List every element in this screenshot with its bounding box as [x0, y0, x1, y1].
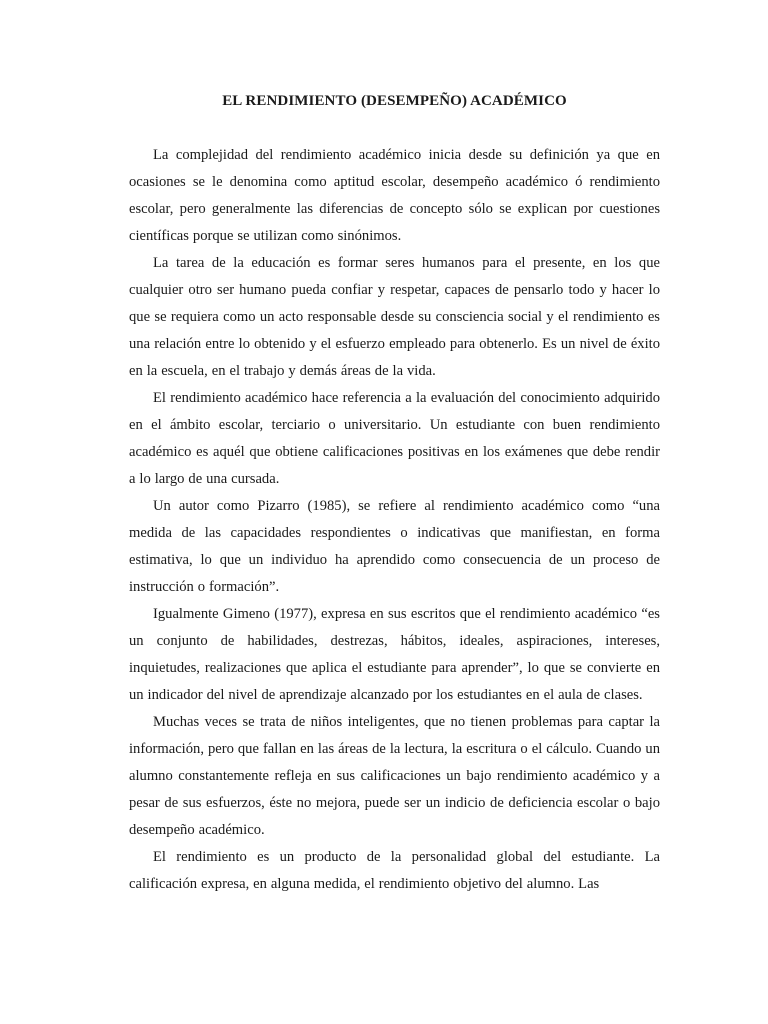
paragraph-4: Un autor como Pizarro (1985), se refiere al rendimiento académico como “una medida de las capacidades respondientes o indicativas que manifiestan, en forma estimativa, lo que un individuo ha aprendido como consecuencia de un proceso de instrucción o formación”. — [129, 498, 660, 595]
paragraph-3: El rendimiento académico hace referencia a la evaluación del conocimiento adquirido en el ámbito escolar, terciario o universitario. Un estudiante con buen rendimiento académico es aquél que obtiene calificaciones positivas en los exámenes que debe rendir a lo largo de una cursada. — [129, 390, 660, 487]
paragraph-2: La tarea de la educación es formar seres humanos para el presente, en los que cualquier otro ser humano pueda confiar y respetar, capaces de pensarlo todo y hacer lo que se requiera como un acto responsable desde su consciencia social y el rendimiento es una relación entre lo obtenido y el esfuerzo empleado para obtenerlo. Es un nivel de éxito en la escuela, en el trabajo y demás áreas de la vida. — [129, 255, 660, 379]
paragraph-5: Igualmente Gimeno (1977), expresa en sus escritos que el rendimiento académico “es un conjunto de habilidades, destrezas, hábitos, ideales, aspiraciones, intereses, inquietudes, realizaciones que aplica el estudiante para aprender”, lo que se convierte en un indicador del nivel de aprendizaje alcanzado por los estudiantes en el aula de clases. — [129, 606, 660, 703]
paragraph-1: La complejidad del rendimiento académico inicia desde su definición ya que en ocasiones se le denomina como aptitud escolar, desempeño académico ó rendimiento escolar, pero generalmente las diferencias de concepto sólo se explican por cuestiones científicas porque se utilizan como sinónimos. — [129, 147, 660, 244]
paragraph-7: El rendimiento es un producto de la personalidad global del estudiante. La calificación expresa, en alguna medida, el rendimiento objetivo del alumno. Las — [129, 849, 660, 892]
paragraph-6: Muchas veces se trata de niños inteligentes, que no tienen problemas para captar la información, pero que fallan en las áreas de la lectura, la escritura o el cálculo. Cuando un alumno constantemente refleja en sus calificaciones un bajo rendimiento académico y a pesar de sus esfuerzos, éste no mejora, puede ser un indicio de deficiencia escolar o bajo desempeño académico. — [129, 714, 660, 838]
document-title: EL RENDIMIENTO (DESEMPEÑO) ACADÉMICO — [222, 93, 567, 109]
